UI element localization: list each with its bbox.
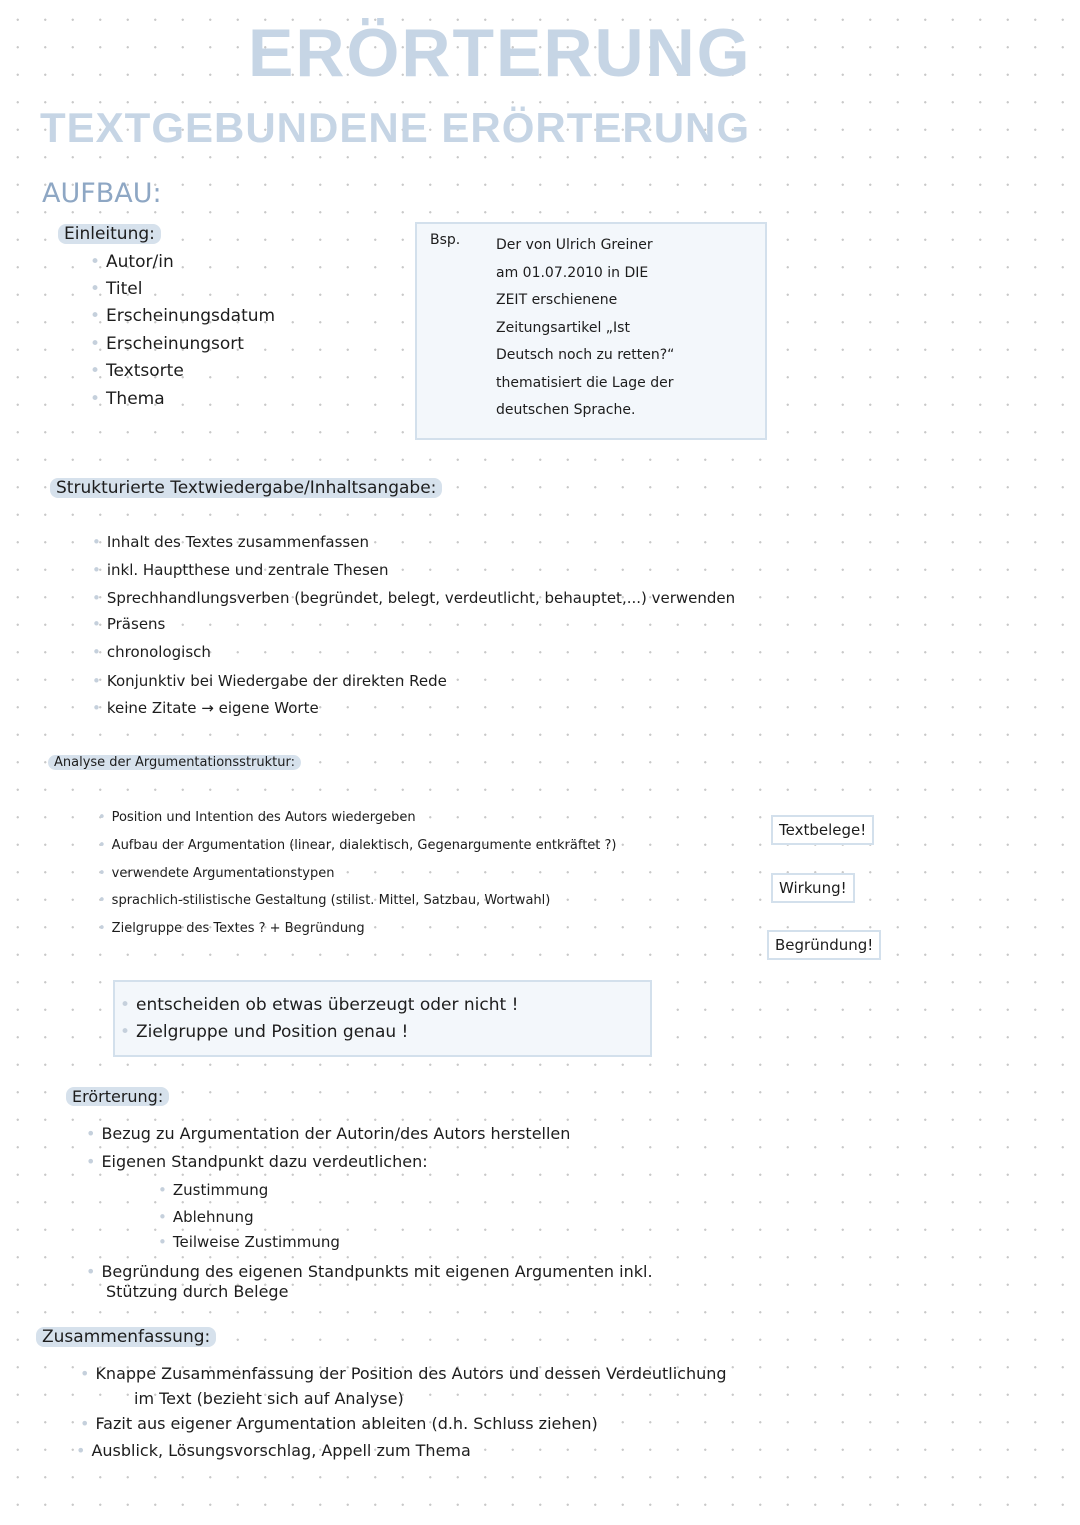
sub-item: • Teilweise Zustimmung <box>158 1233 340 1251</box>
list-item: • Titel <box>90 279 142 299</box>
example-line: Der von Ulrich Greiner <box>496 237 653 253</box>
section-aufbau: AUFBAU: <box>42 178 162 209</box>
tag-textbelege: Textbelege! <box>771 815 874 845</box>
page-subtitle: TEXTGEBUNDENE ERÖRTERUNG <box>40 104 751 151</box>
heading-einleitung: Einleitung: <box>58 224 161 244</box>
list-item: • Knappe Zusammenfassung der Position des Autors und dessen Verdeutlichung <box>80 1364 727 1383</box>
note-line: • Zielgruppe und Position genau ! <box>120 1022 408 1042</box>
heading-textwiedergabe: Strukturierte Textwiedergabe/Inhaltsangabe: <box>50 478 442 498</box>
note-line: • entscheiden ob etwas überzeugt oder nicht ! <box>120 995 518 1015</box>
list-item: • Eigenen Standpunkt dazu verdeutlichen: <box>86 1152 428 1171</box>
list-item: • sprachlich-stilistische Gestaltung (stilist. Mittel, Satzbau, Wortwahl) <box>98 893 550 908</box>
example-line: am 01.07.2010 in DIE <box>496 265 649 281</box>
sub-item: • Zustimmung <box>158 1181 268 1199</box>
note-box <box>113 980 652 1057</box>
example-line: ZEIT erschienene <box>496 292 618 308</box>
list-item: • Autor/in <box>90 252 174 272</box>
list-item: • Bezug zu Argumentation der Autorin/des Autors herstellen <box>86 1124 570 1143</box>
heading-zusammenfassung: Zusammenfassung: <box>36 1327 216 1347</box>
heading-analyse: Analyse der Argumentationsstruktur: <box>48 755 301 770</box>
list-item: • Aufbau der Argumentation (linear, dialektisch, Gegenargumente entkräftet ?) <box>98 838 617 853</box>
sub-item: • Ablehnung <box>158 1208 254 1226</box>
list-item: • Begründung des eigenen Standpunkts mit eigenen Argumenten inkl. <box>86 1262 653 1281</box>
list-item-continuation: Stützung durch Belege <box>106 1282 289 1301</box>
example-line: Zeitungsartikel „Ist <box>496 320 630 336</box>
list-item: • Fazit aus eigener Argumentation ableiten (d.h. Schluss ziehen) <box>80 1414 598 1433</box>
list-item: • Zielgruppe des Textes ? + Begründung <box>98 921 365 936</box>
list-item: • Inhalt des Textes zusammenfassen <box>92 533 369 551</box>
example-line: thematisiert die Lage der <box>496 375 674 391</box>
example-label: Bsp. <box>430 232 461 248</box>
list-item: • Textsorte <box>90 361 184 381</box>
example-line: deutschen Sprache. <box>496 402 636 418</box>
list-item: • Sprechhandlungsverben (begründet, belegt, verdeutlicht, behauptet,...) verwenden <box>92 589 735 607</box>
list-item: • Präsens <box>92 615 165 633</box>
list-item: • Position und Intention des Autors wiedergeben <box>98 810 416 825</box>
list-item: • keine Zitate → eigene Worte <box>92 699 319 717</box>
tag-begruendung: Begründung! <box>767 930 881 960</box>
page-title: ERÖRTERUNG <box>248 15 752 91</box>
list-item: • Erscheinungsort <box>90 334 244 354</box>
list-item: • Erscheinungsdatum <box>90 306 275 326</box>
list-item: • inkl. Hauptthese und zentrale Thesen <box>92 561 389 579</box>
list-item: • Konjunktiv bei Wiedergabe der direkten Rede <box>92 672 447 690</box>
list-item: • chronologisch <box>92 643 211 661</box>
list-item: • Ausblick, Lösungsvorschlag, Appell zum Thema <box>76 1441 471 1460</box>
list-item-continuation: im Text (bezieht sich auf Analyse) <box>134 1389 404 1408</box>
heading-eroerterung: Erörterung: <box>66 1087 169 1106</box>
list-item: • Thema <box>90 389 165 409</box>
example-line: Deutsch noch zu retten?“ <box>496 347 675 363</box>
tag-wirkung: Wirkung! <box>771 873 855 903</box>
list-item: • verwendete Argumentationstypen <box>98 866 334 881</box>
